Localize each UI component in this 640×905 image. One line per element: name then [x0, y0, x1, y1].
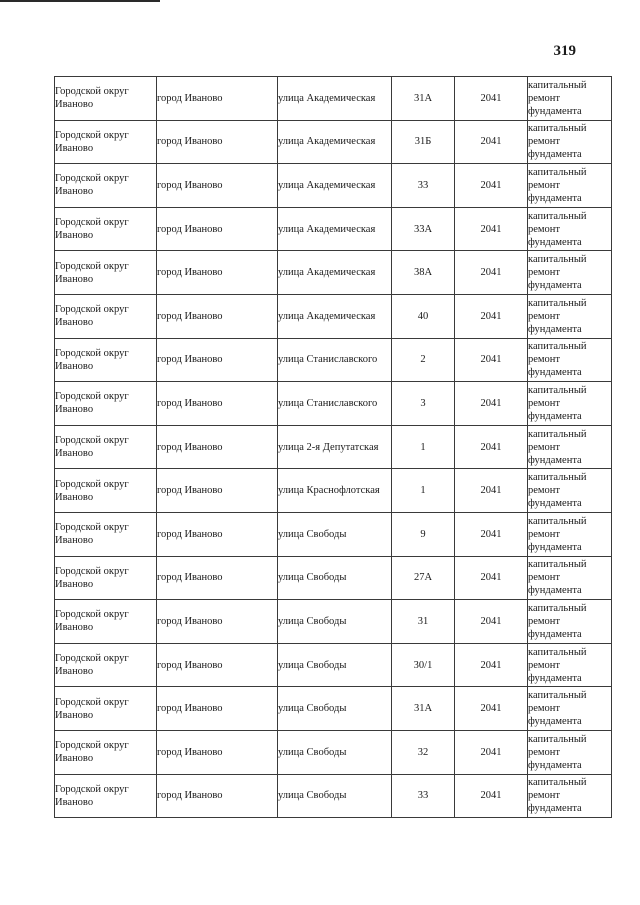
- work-type-line: фундамента: [528, 105, 582, 117]
- house-number-cell: 3: [392, 382, 455, 426]
- work-type-line: ремонт: [528, 703, 561, 715]
- city-cell: город Иваново: [157, 643, 278, 687]
- house-number-cell: 30/1: [392, 643, 455, 687]
- house-number-cell: 40: [392, 294, 455, 338]
- work-type-line: ремонт: [528, 441, 561, 453]
- house-number-cell: 33: [392, 164, 455, 208]
- work-type-line: фундамента: [528, 803, 582, 815]
- city-cell: город Иваново: [157, 687, 278, 731]
- year-cell: 2041: [455, 425, 528, 469]
- work-type-line: фундамента: [528, 716, 582, 728]
- work-type-line: фундамента: [528, 149, 582, 161]
- street-cell: улица Краснофлотская: [278, 469, 392, 513]
- table-row: [55, 120, 612, 164]
- district-cell: Городской округ Иваново: [55, 294, 157, 338]
- street-cell: улица Станиславского: [278, 382, 392, 426]
- work-type-line: ремонт: [528, 310, 561, 322]
- city-cell: город Иваново: [157, 294, 278, 338]
- house-number-cell: 31: [392, 600, 455, 644]
- work-type-line: ремонт: [528, 485, 561, 497]
- city-cell: город Иваново: [157, 425, 278, 469]
- street-cell: улица Академическая: [278, 294, 392, 338]
- street-cell: улица Академическая: [278, 251, 392, 295]
- registry-body: [55, 77, 612, 818]
- work-type-line: ремонт: [528, 528, 561, 540]
- house-number-cell: 9: [392, 512, 455, 556]
- house-number-cell: 38А: [392, 251, 455, 295]
- district-cell: Городской округ Иваново: [55, 643, 157, 687]
- work-type-line: капитальный: [528, 210, 587, 222]
- district-cell: Городской округ Иваново: [55, 687, 157, 731]
- table-row: [55, 774, 612, 818]
- work-type-line: фундамента: [528, 192, 582, 204]
- work-type-cell: [528, 207, 612, 251]
- work-type-line: ремонт: [528, 179, 561, 191]
- work-type-line: фундамента: [528, 759, 582, 771]
- year-cell: 2041: [455, 294, 528, 338]
- district-cell: Городской округ Иваново: [55, 164, 157, 208]
- city-cell: город Иваново: [157, 382, 278, 426]
- work-type-line: фундамента: [528, 410, 582, 422]
- street-cell: улица Академическая: [278, 164, 392, 208]
- city-cell: город Иваново: [157, 251, 278, 295]
- house-number-cell: 27А: [392, 556, 455, 600]
- house-number-cell: 2: [392, 338, 455, 382]
- district-cell: Городской округ Иваново: [55, 120, 157, 164]
- city-cell: город Иваново: [157, 338, 278, 382]
- work-type-line: ремонт: [528, 615, 561, 627]
- work-type-cell: [528, 730, 612, 774]
- year-cell: 2041: [455, 643, 528, 687]
- city-cell: город Иваново: [157, 512, 278, 556]
- work-type-cell: [528, 294, 612, 338]
- work-type-line: капитальный: [528, 515, 587, 527]
- work-type-line: фундамента: [528, 628, 582, 640]
- street-cell: улица Академическая: [278, 77, 392, 121]
- work-type-line: капитальный: [528, 777, 587, 789]
- street-cell: улица 2-я Депутатская: [278, 425, 392, 469]
- table-row: [55, 687, 612, 731]
- work-type-line: ремонт: [528, 354, 561, 366]
- district-cell: Городской округ Иваново: [55, 207, 157, 251]
- registry-table: [54, 76, 612, 818]
- street-cell: улица Свободы: [278, 600, 392, 644]
- work-type-line: фундамента: [528, 585, 582, 597]
- table-row: [55, 730, 612, 774]
- street-cell: улица Станиславского: [278, 338, 392, 382]
- district-cell: Городской округ Иваново: [55, 382, 157, 426]
- table-row: [55, 382, 612, 426]
- work-type-line: фундамента: [528, 323, 582, 335]
- district-cell: Городской округ Иваново: [55, 774, 157, 818]
- year-cell: 2041: [455, 77, 528, 121]
- year-cell: 2041: [455, 382, 528, 426]
- year-cell: 2041: [455, 600, 528, 644]
- year-cell: 2041: [455, 730, 528, 774]
- street-cell: улица Свободы: [278, 643, 392, 687]
- district-cell: Городской округ Иваново: [55, 338, 157, 382]
- work-type-cell: [528, 556, 612, 600]
- city-cell: город Иваново: [157, 600, 278, 644]
- table-row: [55, 207, 612, 251]
- table-row: [55, 469, 612, 513]
- street-cell: улица Академическая: [278, 207, 392, 251]
- work-type-line: ремонт: [528, 397, 561, 409]
- city-cell: город Иваново: [157, 120, 278, 164]
- work-type-cell: [528, 512, 612, 556]
- table-row: [55, 251, 612, 295]
- work-type-line: капитальный: [528, 733, 587, 745]
- house-number-cell: 31Б: [392, 120, 455, 164]
- city-cell: город Иваново: [157, 774, 278, 818]
- year-cell: 2041: [455, 469, 528, 513]
- work-type-line: капитальный: [528, 341, 587, 353]
- city-cell: город Иваново: [157, 730, 278, 774]
- work-type-cell: [528, 469, 612, 513]
- work-type-line: капитальный: [528, 646, 587, 658]
- work-type-cell: [528, 643, 612, 687]
- table-row: [55, 425, 612, 469]
- table-row: [55, 164, 612, 208]
- district-cell: Городской округ Иваново: [55, 512, 157, 556]
- work-type-cell: [528, 164, 612, 208]
- work-type-line: капитальный: [528, 690, 587, 702]
- work-type-line: капитальный: [528, 428, 587, 440]
- year-cell: 2041: [455, 687, 528, 731]
- work-type-cell: [528, 338, 612, 382]
- work-type-cell: [528, 600, 612, 644]
- work-type-line: фундамента: [528, 541, 582, 553]
- street-cell: улица Свободы: [278, 730, 392, 774]
- house-number-cell: 32: [392, 730, 455, 774]
- city-cell: город Иваново: [157, 77, 278, 121]
- work-type-line: фундамента: [528, 454, 582, 466]
- city-cell: город Иваново: [157, 207, 278, 251]
- house-number-cell: 1: [392, 425, 455, 469]
- work-type-line: капитальный: [528, 79, 587, 91]
- street-cell: улица Свободы: [278, 774, 392, 818]
- city-cell: город Иваново: [157, 164, 278, 208]
- work-type-line: ремонт: [528, 136, 561, 148]
- year-cell: 2041: [455, 207, 528, 251]
- house-number-cell: 33А: [392, 207, 455, 251]
- year-cell: 2041: [455, 774, 528, 818]
- district-cell: Городской округ Иваново: [55, 425, 157, 469]
- table-row: [55, 294, 612, 338]
- work-type-line: фундамента: [528, 672, 582, 684]
- street-cell: улица Свободы: [278, 687, 392, 731]
- scan-edge-line: [0, 0, 160, 4]
- work-type-line: капитальный: [528, 384, 587, 396]
- house-number-cell: 31А: [392, 687, 455, 731]
- work-type-line: фундамента: [528, 498, 582, 510]
- house-number-cell: 33: [392, 774, 455, 818]
- house-number-cell: 1: [392, 469, 455, 513]
- work-type-cell: [528, 425, 612, 469]
- work-type-line: ремонт: [528, 790, 561, 802]
- work-type-line: фундамента: [528, 236, 582, 248]
- district-cell: Городской округ Иваново: [55, 556, 157, 600]
- year-cell: 2041: [455, 251, 528, 295]
- table-row: [55, 77, 612, 121]
- table-row: [55, 338, 612, 382]
- work-type-line: ремонт: [528, 92, 561, 104]
- table-row: [55, 600, 612, 644]
- district-cell: Городской округ Иваново: [55, 469, 157, 513]
- year-cell: 2041: [455, 556, 528, 600]
- district-cell: Городской округ Иваново: [55, 77, 157, 121]
- year-cell: 2041: [455, 164, 528, 208]
- table-row: [55, 556, 612, 600]
- work-type-line: капитальный: [528, 166, 587, 178]
- street-cell: улица Свободы: [278, 512, 392, 556]
- table-row: [55, 512, 612, 556]
- house-number-cell: 31А: [392, 77, 455, 121]
- work-type-line: капитальный: [528, 254, 587, 266]
- work-type-line: ремонт: [528, 223, 561, 235]
- work-type-line: капитальный: [528, 297, 587, 309]
- city-cell: город Иваново: [157, 556, 278, 600]
- work-type-line: фундамента: [528, 280, 582, 292]
- year-cell: 2041: [455, 120, 528, 164]
- district-cell: Городской округ Иваново: [55, 251, 157, 295]
- work-type-line: ремонт: [528, 572, 561, 584]
- street-cell: улица Свободы: [278, 556, 392, 600]
- work-type-line: ремонт: [528, 746, 561, 758]
- work-type-cell: [528, 251, 612, 295]
- city-cell: город Иваново: [157, 469, 278, 513]
- district-cell: Городской округ Иваново: [55, 600, 157, 644]
- district-cell: Городской округ Иваново: [55, 730, 157, 774]
- work-type-line: ремонт: [528, 659, 561, 671]
- work-type-cell: [528, 382, 612, 426]
- work-type-line: капитальный: [528, 559, 587, 571]
- table-row: [55, 643, 612, 687]
- page-number: 319: [553, 43, 576, 59]
- street-cell: улица Академическая: [278, 120, 392, 164]
- year-cell: 2041: [455, 338, 528, 382]
- work-type-line: капитальный: [528, 123, 587, 135]
- work-type-cell: [528, 77, 612, 121]
- work-type-cell: [528, 120, 612, 164]
- year-cell: 2041: [455, 512, 528, 556]
- work-type-line: капитальный: [528, 472, 587, 484]
- work-type-line: ремонт: [528, 267, 561, 279]
- work-type-cell: [528, 687, 612, 731]
- work-type-cell: [528, 774, 612, 818]
- work-type-line: капитальный: [528, 602, 587, 614]
- work-type-line: фундамента: [528, 367, 582, 379]
